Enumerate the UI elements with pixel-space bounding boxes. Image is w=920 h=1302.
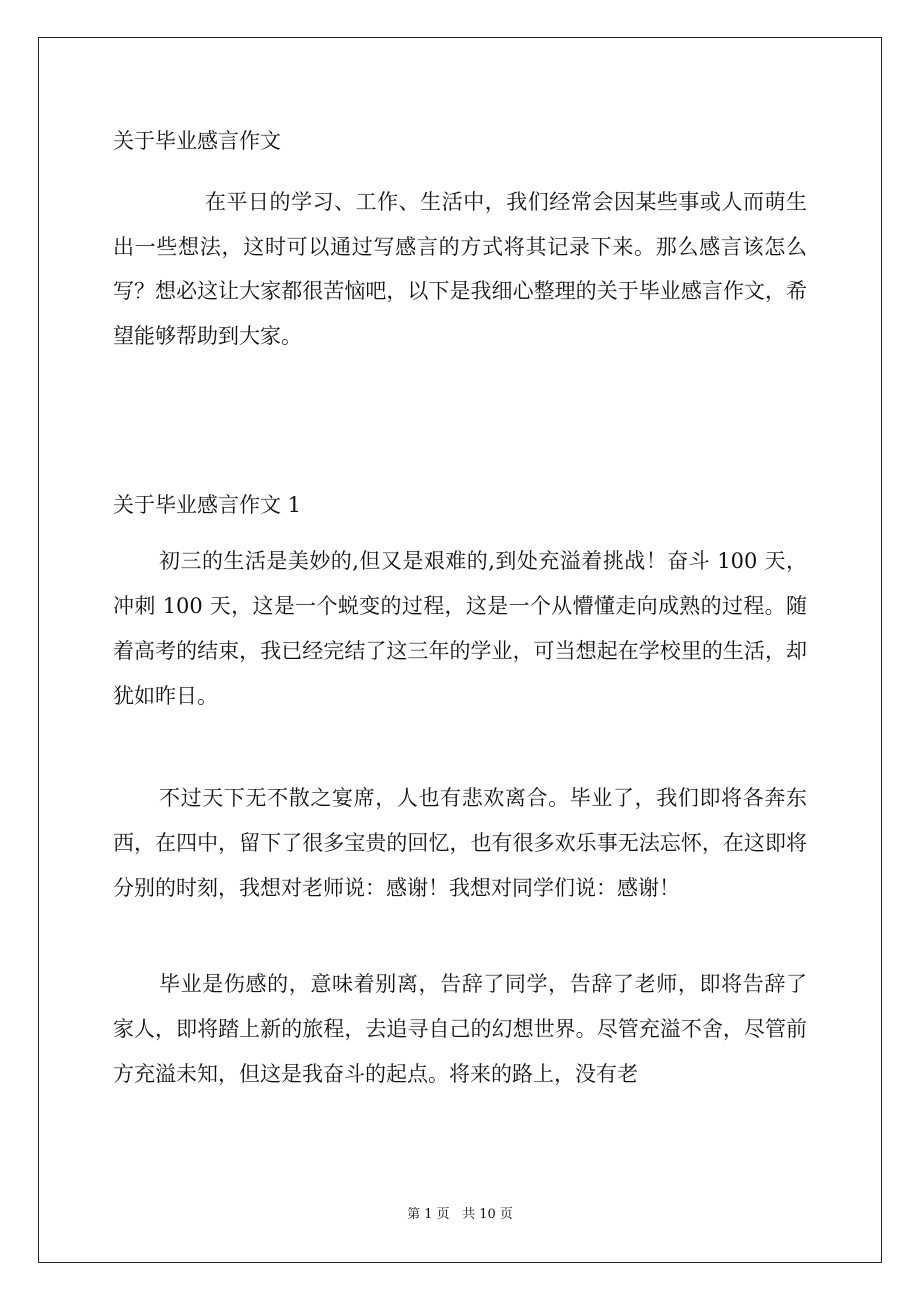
page-total: 共 10 页 [462,1207,513,1222]
document-title: 关于毕业感言作文 [113,129,281,153]
body-paragraph: 不过天下无不散之宴席，人也有悲欢离合。毕业了，我们即将各奔东西，在四中，留下了很多宝贵的回忆，也有很多欢乐事无法忘怀，在这即将分别的时刻，我想对老师说：感谢！我想对同学们说：感谢！ [113,786,807,900]
intro-paragraph: 在平日的学习、工作、生活中，我们经常会因某些事或人而萌生出一些想法，这时可以通过写感言的方式将其记录下来。那么感言该怎么写？想必这让大家都很苦恼吧，以下是我细心整理的关于毕业感言作文，希望能够帮助到大家。 [113,190,807,348]
body-paragraph: 初三的生活是美妙的,但又是艰难的,到处充溢着挑战！奋斗 100 天，冲刺 100 天，这是一个蜕变的过程，这是一个从懵懂走向成熟的过程。随着高考的结束，我已经完结了这三年的学业，可当想起在学校里的生活，却犹如昨日。 [113,549,807,708]
body-paragraph: 毕业是伤感的，意味着别离，告辞了同学，告辞了老师，即将告辞了家人，即将踏上新的旅程，去追寻自己的幻想世界。尽管充溢不舍，尽管前方充溢未知，但这是我奋斗的起点。将来的路上，没有老 [113,972,807,1086]
page-number: 第 1 页 [407,1207,450,1222]
section-title: 关于毕业感言作文 1 [113,493,302,517]
page-footer [0,1206,920,1224]
